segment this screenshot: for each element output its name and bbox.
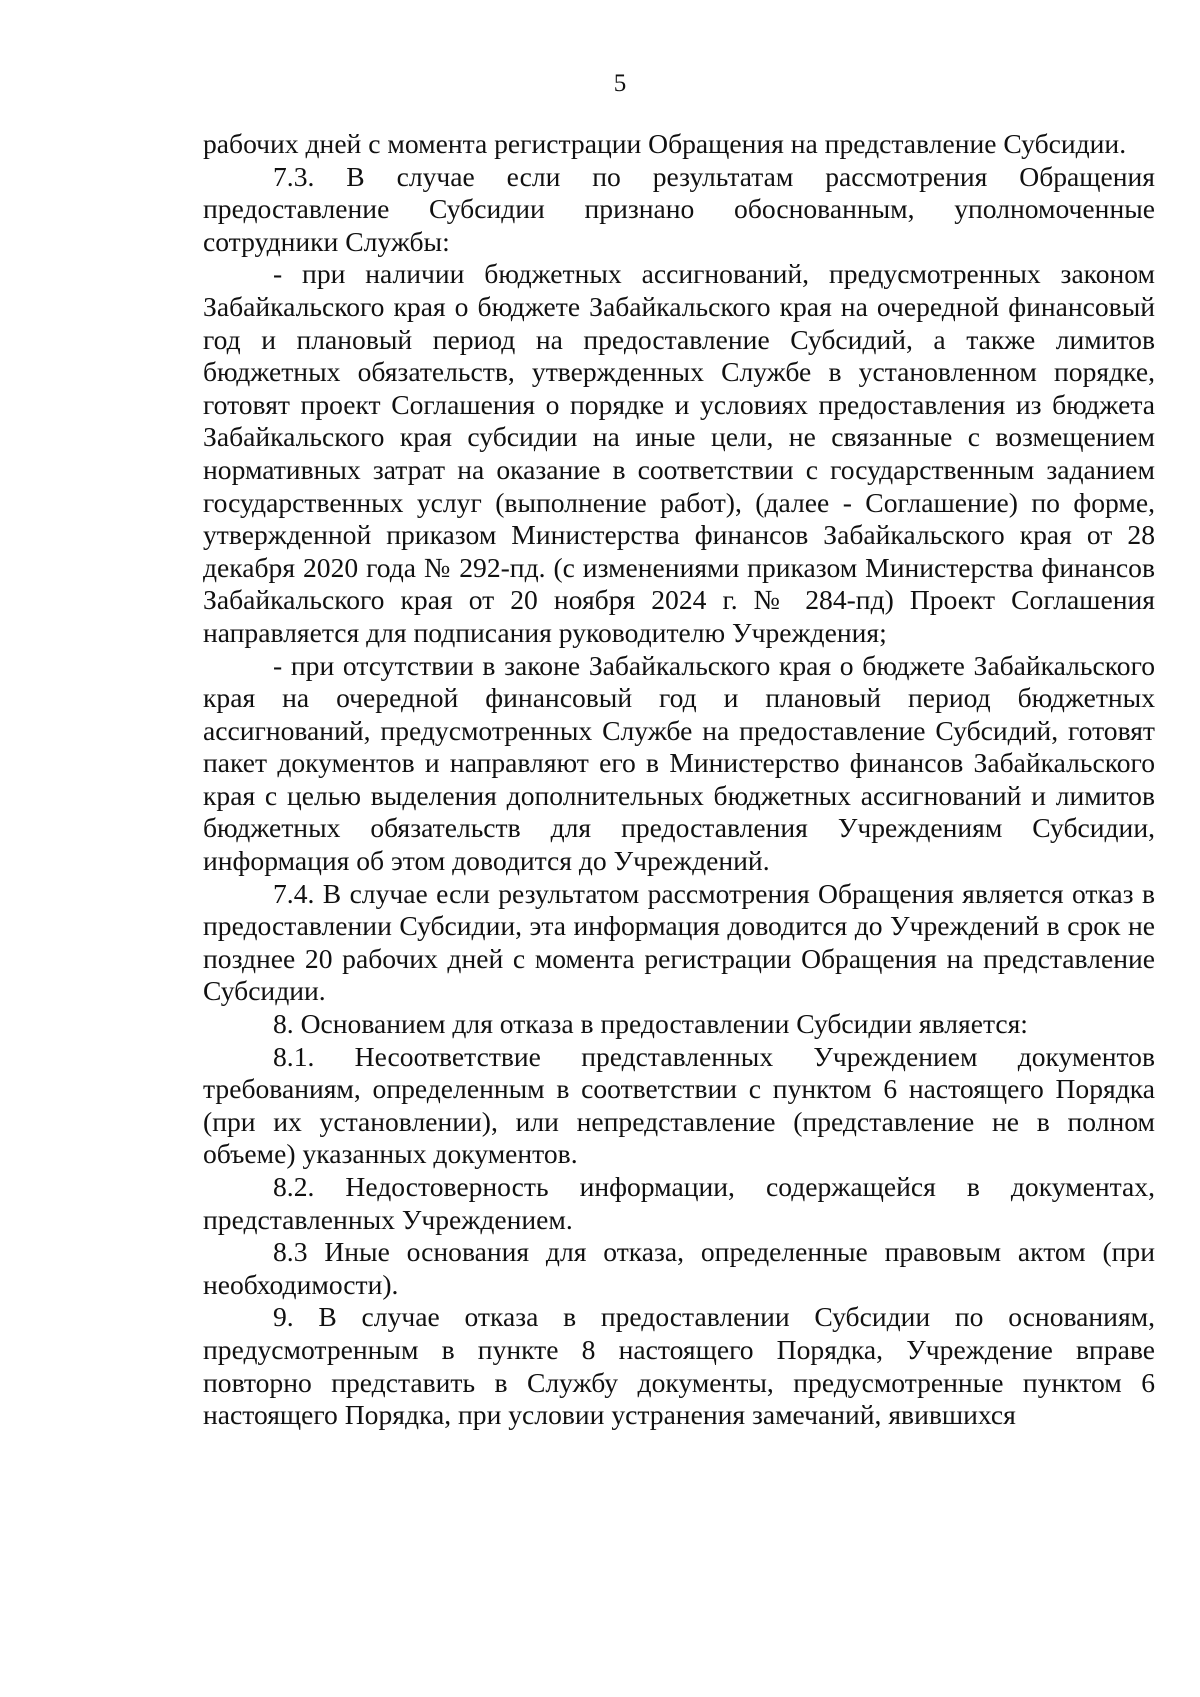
document-body xyxy=(203,128,1155,1432)
paragraph-9: 9. В случае отказа в предоставлении Субсидии по основаниям, предусмотренным в пункте 8 настоящего Порядка, Учреждение вправе повторно представить в Службу документы, предусмотренные пунктом 6 настоящего Порядка, при условии устранения замечаний, явившихся xyxy=(203,1301,1155,1431)
paragraph-7-3-item-2: - при отсутствии в законе Забайкальского края о бюджете Забайкальского края на очередной финансовый год и плановый период бюджетных ассигнований, предусмотренных Службе на предоставление Субсидий, готовят пакет документов и направляют его в Министерство финансов Забайкальского края с целью выделения дополнительных бюджетных ассигнований и лимитов бюджетных обязательств для предоставления Учреждениям Субсидии, информация об этом доводится до Учреждений. xyxy=(203,649,1155,877)
page-number: 5 xyxy=(613,70,627,97)
paragraph-8-1: 8.1. Несоответствие представленных Учреждением документов требованиям, определенным в соответствии с пунктом 6 настоящего Порядка (при их установлении), или непредставление (представление не в полном объеме) указанных документов. xyxy=(203,1040,1155,1170)
paragraph-7-3: 7.3. В случае если по результатам рассмотрения Обращения предоставление Субсидии признано обоснованным, уполномоченные сотрудники Службы: xyxy=(203,160,1155,257)
paragraph-8-3: 8.3 Иные основания для отказа, определенные правовым актом (при необходимости). xyxy=(203,1236,1155,1300)
paragraph-8: 8. Основанием для отказа в предоставлении Субсидии является: xyxy=(273,1008,1028,1040)
paragraph-7-3-item-1: - при наличии бюджетных ассигнований, предусмотренных законом Забайкальского края о бюджете Забайкальского края на очередной финансовый год и плановый период на предоставление Субсидий, а также лимитов бюджетных обязательств, утвержденных Службе в установленном порядке, готовят проект Соглашения о порядке и условиях предоставления из бюджета Забайкальского края субсидии на иные цели, не связанные с возмещением нормативных затрат на оказание в соответствии с государственным заданием государственных услуг (выполнение работ), (далее - Соглашение) по форме, утвержденной приказом Министерства финансов Забайкальского края от 28 декабря 2020 года № 292-пд. (с изменениями приказом Министерства финансов Забайкальского края от 20 ноября 2024 г. № 284-пд) Проект Соглашения направляется для подписания руководителю Учреждения; xyxy=(203,258,1155,648)
paragraph-8-2: 8.2. Недостоверность информации, содержащейся в документах, представленных Учреждением. xyxy=(203,1171,1155,1235)
paragraph-7-4: 7.4. В случае если результатом рассмотрения Обращения является отказ в предоставлении Субсидии, эта информация доводится до Учреждений в срок не позднее 20 рабочих дней с момента регистрации Обращения на представление Субсидии. xyxy=(203,877,1155,1007)
paragraph-continuation: рабочих дней с момента регистрации Обращения на представление Субсидии. xyxy=(203,128,1127,159)
